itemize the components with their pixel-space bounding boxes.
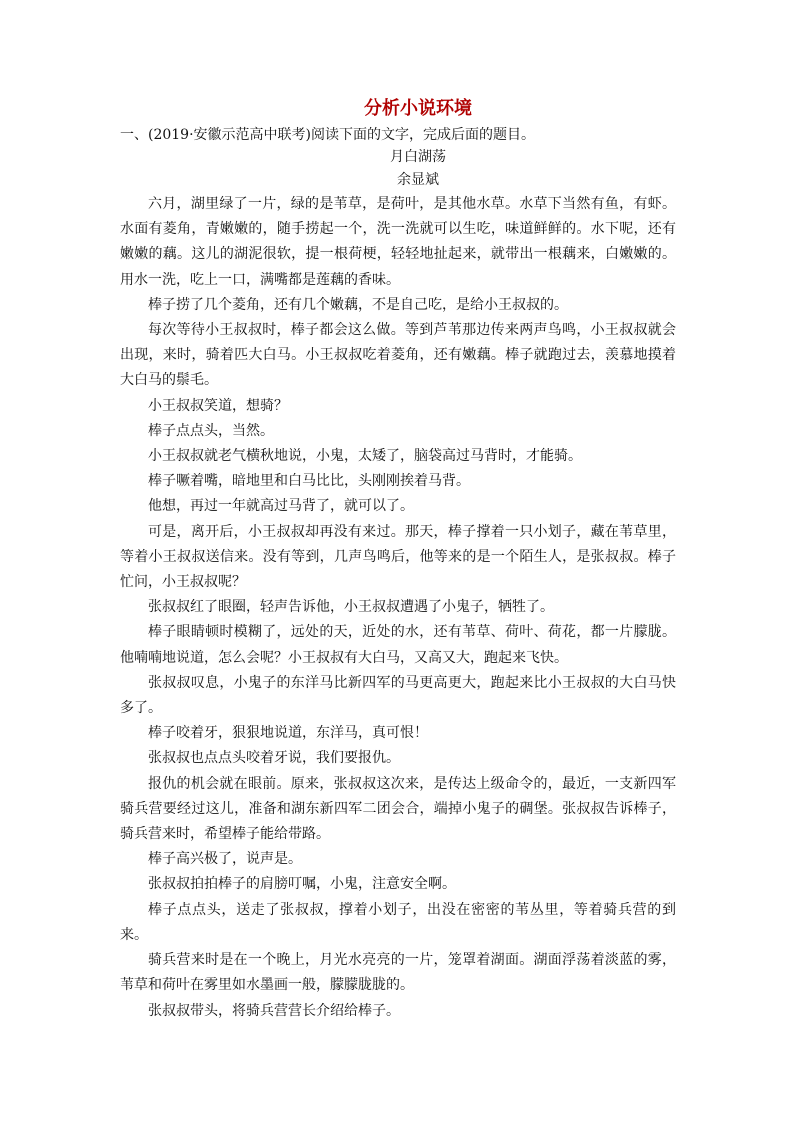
paragraph: 棒子噘着嘴，暗地里和白马比比，头刚刚挨着马背。 <box>148 473 470 490</box>
paragraph: 每次等待小王叔叔时，棒子都会这么做。等到芦苇那边传来两声鸟鸣，小王叔叔就会出现，来时，骑着匹大白马。小王叔叔吃着菱角，还有嫩藕。棒子就跑过去，羡慕地摸着大白马的鬃毛。 <box>120 322 676 389</box>
paragraph: 骑兵营来时是在一个晚上，月光水亮亮的一片，笼罩着湖面。湖面浮荡着淡蓝的雾，苇草和荷叶在雾里如水墨画一般，朦朦胧胧的。 <box>120 952 676 994</box>
paragraph: 棒子高兴极了，说声是。 <box>148 851 302 868</box>
paragraph: 六月，湖里绿了一片，绿的是苇草，是荷叶，是其他水草。水草下当然有鱼，有虾。水面有菱角，青嫩嫩的，随手捞起一个，洗一洗就可以生吃，味道鲜鲜的。水下呢，还有嫩嫩的藕。这儿的湖泥很软，提一根荷梗，轻轻地扯起来，就带出一根藕来，白嫩嫩的。用水一洗，吃上一口，满嘴都是莲藕的香味。 <box>120 196 676 288</box>
paragraph: 张叔叔叹息，小鬼子的东洋马比新四军的马更高更大，跑起来比小王叔叔的大白马快多了。 <box>120 674 676 717</box>
question-source-line: 一、(2019·安徽示范高中联考)阅读下面的文字，完成后面的题目。 <box>120 127 536 143</box>
paragraph: 棒子咬着牙，狠狠地说道，东洋马，真可恨！ <box>148 725 428 742</box>
paragraph: 张叔叔带头，将骑兵营营长介绍给棒子。 <box>148 1002 400 1019</box>
document-page <box>120 96 676 1024</box>
story-author: 余显斌 <box>397 172 439 188</box>
paragraph: 棒子眼睛顿时模糊了，远处的天，近处的水，还有苇草、荷叶、荷花，都一片朦胧。他喃喃地说道，怎么会呢？小王叔叔有大白马，又高又大，跑起来飞快。 <box>120 624 676 666</box>
paragraph: 棒子捞了几个菱角，还有几个嫩藕，不是自己吃，是给小王叔叔的。 <box>148 296 568 313</box>
paragraph: 棒子点点头，送走了张叔叔，撑着小划子，出没在密密的苇丛里，等着骑兵营的到来。 <box>120 901 676 943</box>
paragraph: 小王叔叔笑道，想骑？ <box>148 397 288 414</box>
paragraph: 张叔叔红了眼圈，轻声告诉他，小王叔叔遭遇了小鬼子，牺牲了。 <box>148 599 554 616</box>
story-body <box>120 192 676 1024</box>
paragraph: 张叔叔拍拍棒子的肩膀叮嘱，小鬼，注意安全啊。 <box>148 876 456 893</box>
paragraph: 棒子点点头，当然。 <box>148 422 274 439</box>
story-title: 月白湖荡 <box>390 149 446 165</box>
paragraph: 小王叔叔就老气横秋地说，小鬼，太矮了，脑袋高过马背时，才能骑。 <box>148 448 582 465</box>
paragraph: 他想，再过一年就高过马背了，就可以了。 <box>148 498 414 515</box>
paragraph: 报仇的机会就在眼前。原来，张叔叔这次来，是传达上级命令的，最近，一支新四军骑兵营要经过这儿，准备和湖东新四军二团会合，端掉小鬼子的碉堡。张叔叔告诉棒子，骑兵营来时，希望棒子能给带路。 <box>120 775 676 843</box>
page-title: 分析小说环境 <box>364 98 472 119</box>
paragraph: 张叔叔也点点头咬着牙说，我们要报仇。 <box>148 750 400 767</box>
paragraph: 可是，离开后，小王叔叔却再没有来过。那天，棒子撑着一只小划子，藏在苇草里，等着小王叔叔送信来。没有等到，几声鸟鸣后，他等来的是一个陌生人，是张叔叔。棒子忙问，小王叔叔呢？ <box>120 523 676 591</box>
